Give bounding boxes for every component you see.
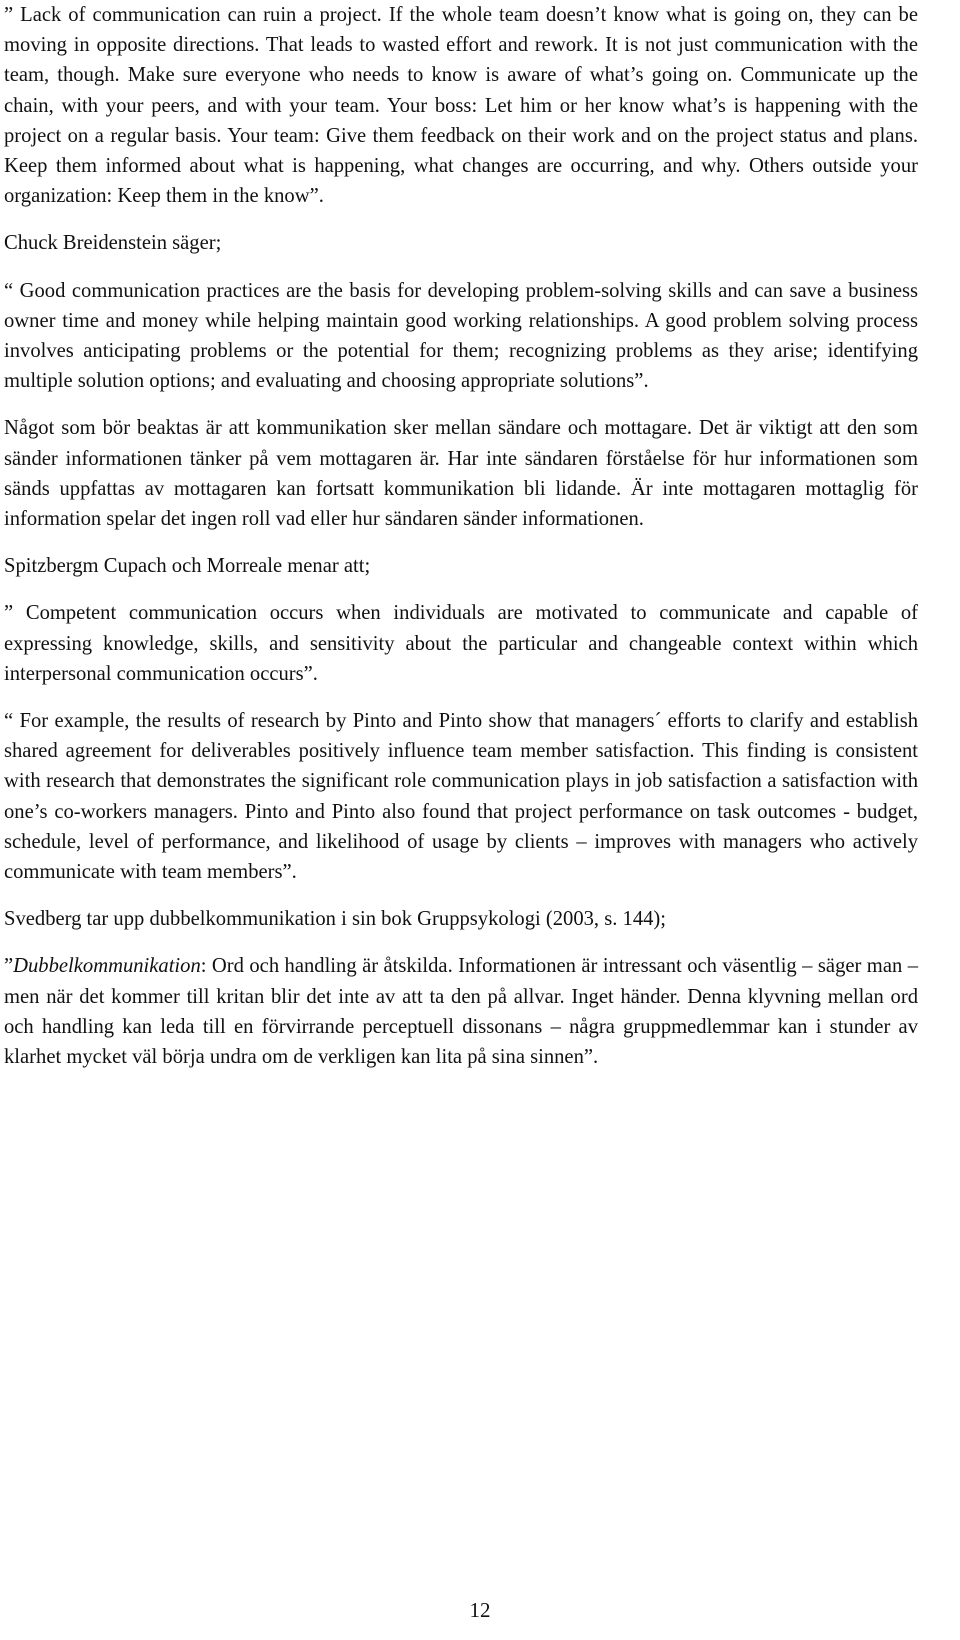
paragraph-good-communication-quote: “ Good communication practices are the basis for developing problem-solving skills and can save a business owner time and money while helping maintain good working relationships. A good problem solving process involves anticipating problems or the potential for them; recognizing problems as they arise; identifying multiple solution options; and evaluating and choosing appropriate solutions”. bbox=[4, 279, 918, 393]
definition-text: : Ord och handling är åtskilda. Informationen är intressant och väsentlig – säger man – men när det kommer till kritan blir det inte av att ta den på allvar. Inget händer. Denna klyvning mellan ord och handling kan leda till en förvirrande perceptuell dissonans – några gruppmedlemmar kan i stunder av klarhet mycket väl börja undra om de verkligen kan lita på sina sinnen”. bbox=[4, 955, 918, 1069]
paragraph-competent-communication-quote: ” Competent communication occurs when individuals are motivated to communicate and capable of expressing knowledge, skills, and sensitivity about the particular and changeable context within which interpersonal communication occurs”. bbox=[4, 602, 918, 685]
paragraph-svedberg-intro: Svedberg tar upp dubbelkommunikation i sin bok Gruppsykologi (2003, s. 144); bbox=[4, 908, 667, 931]
paragraph-breidenstein-intro: Chuck Breidenstein säger; bbox=[4, 232, 222, 255]
paragraph-dubbelkommunikation-quote bbox=[4, 951, 918, 1072]
paragraph-lack-of-communication-quote: ” Lack of communication can ruin a project. If the whole team doesn’t know what is going on, they can be moving in opposite directions. That leads to wasted effort and rework. It is not just communication with the team, though. Make sure everyone who needs to know is aware of what’s going on. Communicate up the chain, with your peers, and with your team. Your boss: Let him or her know what’s is happening with the project on a regular basis. Your team: Give them feedback on their work and on the project status and plans. Keep them informed about what is happening, what changes are occurring, and why. Others outside your organization: Keep them in the know”. bbox=[4, 4, 918, 208]
paragraph-spitzberg-intro: Spitzbergm Cupach och Morreale menar att; bbox=[4, 555, 371, 578]
paragraph-sender-receiver: Något som bör beaktas är att kommunikation sker mellan sändare och mottagare. Det är viktigt att den som sänder informationen tänker på vem mottagaren är. Har inte sändaren förståelse för hur informationen som sänds uppfattas av mottagaren kan fortsatt kommunikation bli lidande. Är inte mottagaren mottaglig för information spelar det ingen roll vad eller hur sändaren sänder informationen. bbox=[4, 417, 918, 531]
page-number: 12 bbox=[469, 1598, 491, 1622]
paragraph-pinto-quote: “ For example, the results of research by Pinto and Pinto show that managers´ efforts to clarify and establish shared agreement for deliverables positively influence team member satisfaction. This finding is consistent with research that demonstrates the significant role communication plays in job satisfaction a satisfaction with one’s co-workers managers. Pinto and Pinto also found that project performance on task outcomes - budget, schedule, level of performance, and likelihood of usage by clients – improves with managers who actively communicate with team members”. bbox=[4, 710, 918, 884]
document-body bbox=[4, 0, 918, 1089]
open-quote: ” bbox=[4, 955, 14, 978]
term-dubbelkommunikation: Dubbelkommunikation bbox=[13, 955, 201, 978]
